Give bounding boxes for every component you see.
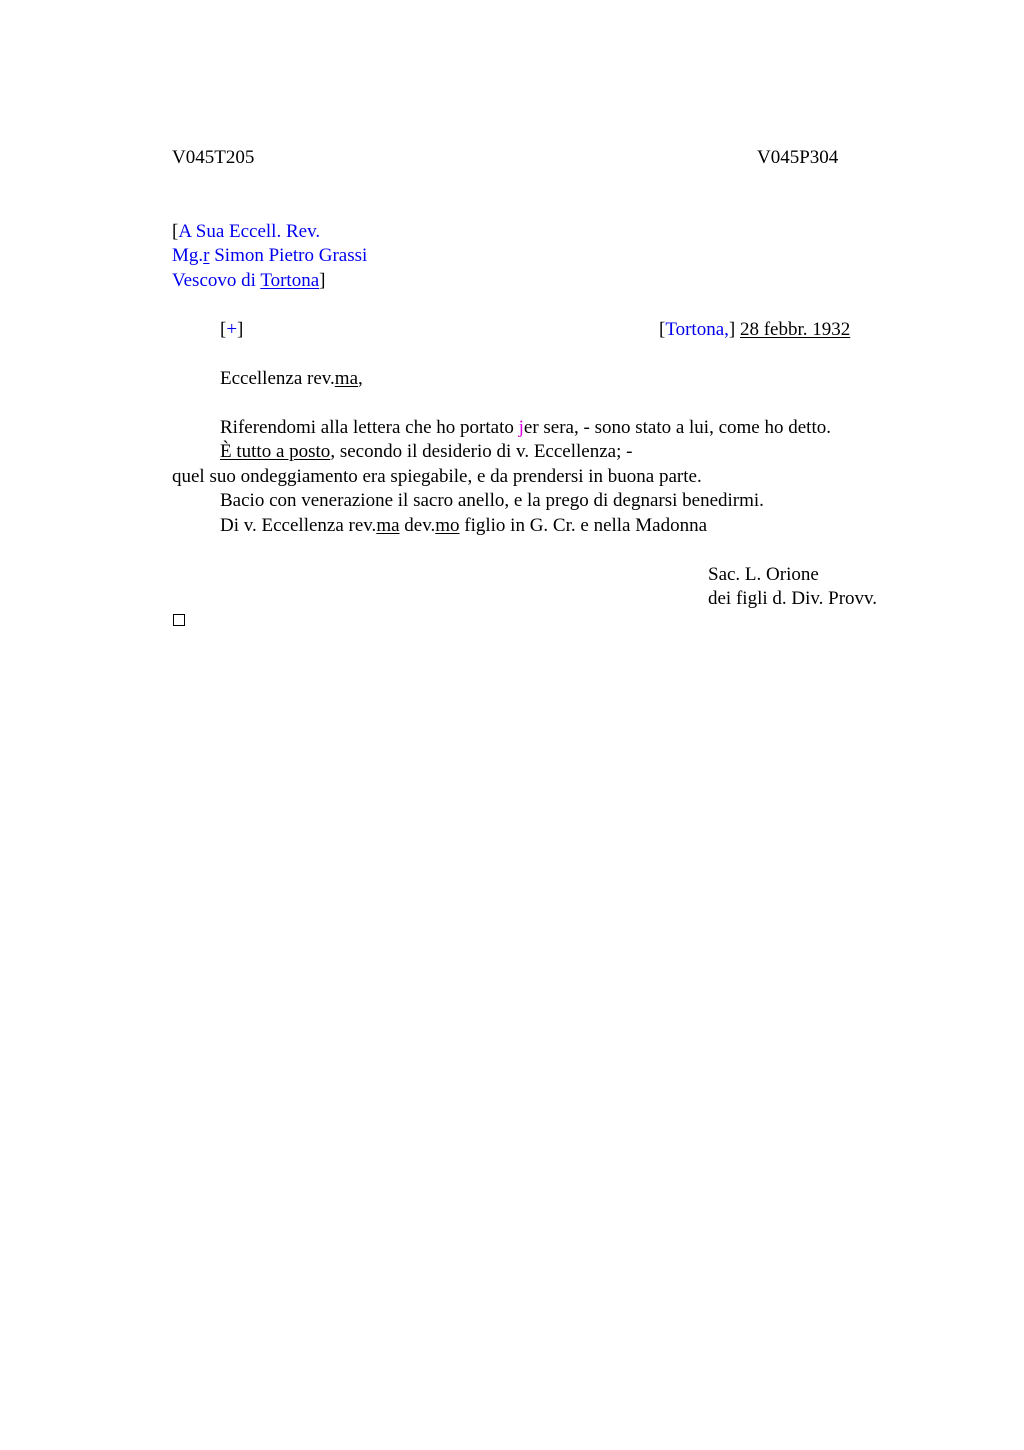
salutation: Eccellenza rev.ma, bbox=[220, 368, 363, 389]
dateline: [Tortona,] 28 febbr. 1932 bbox=[659, 319, 851, 340]
bracket-open: [ bbox=[172, 221, 179, 242]
dateline-place: Tortona, bbox=[665, 319, 729, 340]
checkbox-icon[interactable] bbox=[173, 614, 185, 626]
bracket-close: ] bbox=[319, 270, 326, 291]
underlined-phrase: È tutto a posto bbox=[220, 441, 331, 462]
address-line-3 bbox=[172, 269, 325, 293]
address-prefix-abbrev: r bbox=[203, 245, 210, 266]
closing-line: Di v. Eccellenza rev.ma dev.mo figlio in G. Cr. e nella Madonna bbox=[220, 515, 707, 536]
address-line-1 bbox=[172, 220, 320, 244]
document-code-left: V045T205 bbox=[172, 147, 255, 168]
dateline-date: 28 febbr. 1932 bbox=[739, 319, 851, 340]
address-recipient-name: Simon Pietro Grassi bbox=[209, 245, 368, 266]
document-code-right: V045P304 bbox=[757, 147, 839, 168]
address-recipient-title: A Sua Eccell. Rev. bbox=[178, 221, 321, 242]
highlighted-letter: j bbox=[518, 417, 524, 438]
body-line-3: quel suo ondeggiamento era spiegabile, e da prendersi in buona parte. bbox=[172, 466, 702, 487]
body-line-2: È tutto a posto, secondo il desiderio di v. Eccellenza; - bbox=[220, 441, 633, 462]
signature-affiliation: dei figli d. Div. Provv. bbox=[708, 588, 878, 609]
cross-mark: [+] bbox=[220, 319, 244, 340]
address-prefix: Mg. bbox=[172, 245, 204, 266]
signature-name: Sac. L. Orione bbox=[708, 564, 819, 585]
cross-icon: + bbox=[226, 319, 238, 340]
body-line-1: Riferendomi alla lettera che ho portato jer sera, - sono stato a lui, come ho detto. bbox=[220, 417, 831, 438]
address-city-link[interactable]: Tortona bbox=[260, 270, 320, 291]
body-line-4: Bacio con venerazione il sacro anello, e la prego di degnarsi benedirmi. bbox=[220, 490, 764, 511]
address-role: Vescovo di bbox=[172, 270, 261, 291]
address-line-2 bbox=[172, 244, 367, 268]
